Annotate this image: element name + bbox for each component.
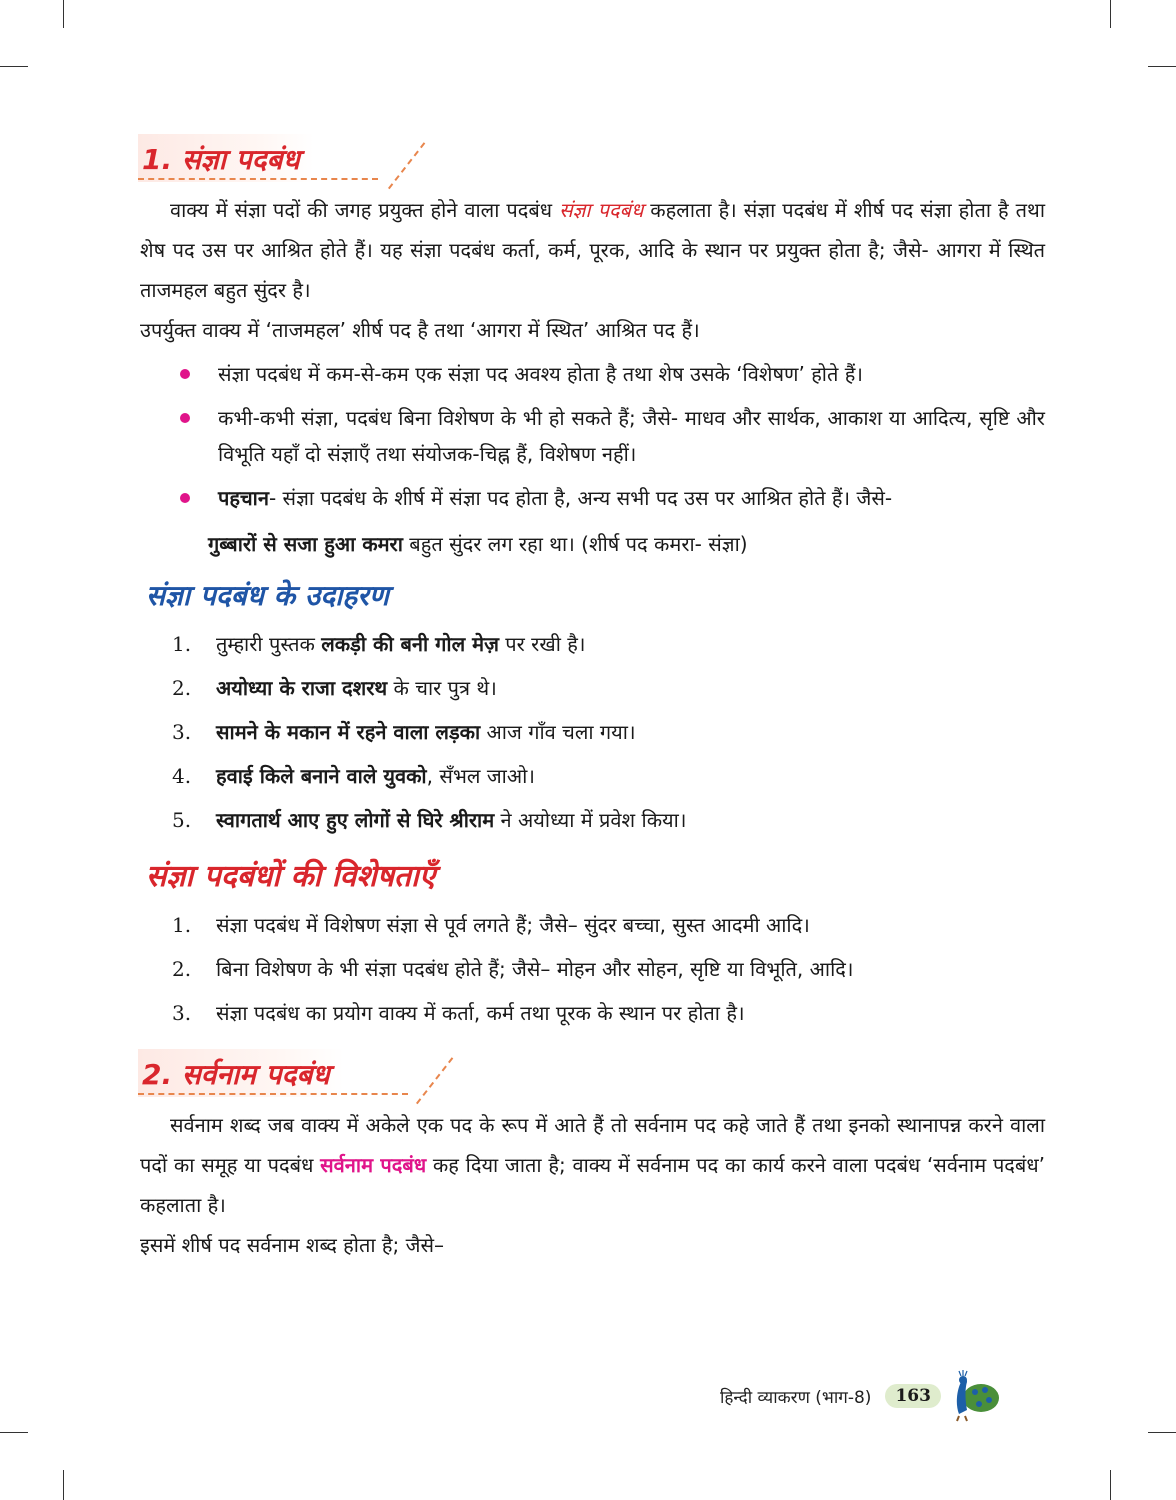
bullet-icon bbox=[180, 413, 190, 423]
features-heading: संज्ञा पदबंधों की विशेषताएँ bbox=[146, 859, 436, 894]
heading-slash bbox=[388, 142, 427, 190]
crop-mark bbox=[63, 1470, 64, 1500]
item-bold: अयोध्या के राजा दशरथ bbox=[216, 676, 388, 700]
item-number: 1. bbox=[172, 632, 192, 656]
item-number: 3. bbox=[172, 1001, 192, 1025]
peacock-icon bbox=[945, 1370, 1001, 1422]
example-bold: गुब्बारों से सजा हुआ कमरा bbox=[208, 532, 403, 556]
list-item bbox=[172, 754, 1045, 798]
item-number: 2. bbox=[172, 957, 192, 981]
book-title: हिन्दी व्याकरण (भाग-8) bbox=[720, 1387, 872, 1408]
section-title: 1. संज्ञा पदबंध bbox=[138, 134, 314, 182]
item-bold: लकड़ी की बनी गोल मेज़ bbox=[321, 632, 499, 656]
features-list bbox=[140, 903, 1045, 1035]
heading-underline bbox=[138, 1093, 408, 1095]
crop-mark bbox=[1148, 66, 1176, 67]
page-content bbox=[140, 130, 1045, 1265]
list-item bbox=[172, 903, 1045, 947]
list-item bbox=[172, 622, 1045, 666]
item-text: आज गाँव चला गया। bbox=[480, 720, 636, 744]
item-text: , सँभल जाओ। bbox=[426, 764, 535, 788]
section2-paragraph bbox=[140, 1105, 1045, 1225]
bullet-text: संज्ञा पदबंध में कम-से-कम एक संज्ञा पद अवश्य होता है तथा शेष उसके ‘विशेषण’ होते हैं। bbox=[218, 362, 863, 386]
item-bold: हवाई किले बनाने वाले युवको bbox=[216, 764, 427, 788]
item-number: 4. bbox=[172, 764, 192, 788]
list-item bbox=[172, 947, 1045, 991]
example-rest: बहुत सुंदर लग रहा था। (शीर्ष पद कमरा- संज्ञा) bbox=[402, 532, 748, 556]
examples-heading: संज्ञा पदबंध के उदाहरण bbox=[146, 579, 389, 612]
item-text: संज्ञा पदबंध में विशेषण संज्ञा से पूर्व लगते हैं; जैसे– सुंदर बच्चा, सुस्त आदमी आदि। bbox=[216, 913, 810, 937]
crop-mark bbox=[1110, 0, 1111, 28]
crop-mark bbox=[1148, 1432, 1176, 1433]
item-number: 5. bbox=[172, 808, 192, 832]
list-item bbox=[176, 480, 1045, 516]
item-text: के चार पुत्र थे। bbox=[387, 676, 497, 700]
term-highlight: सर्वनाम पदबंध bbox=[320, 1153, 427, 1177]
crop-mark bbox=[1110, 1470, 1111, 1500]
examples-list bbox=[140, 622, 1045, 842]
section-title: 2. सर्वनाम पदबंध bbox=[138, 1049, 344, 1097]
crop-mark bbox=[63, 0, 64, 28]
page-number: 163 bbox=[885, 1384, 941, 1408]
page-footer bbox=[720, 1370, 1001, 1422]
bullet-bold-term: पहचान bbox=[218, 486, 269, 510]
item-number: 3. bbox=[172, 720, 192, 744]
list-item bbox=[172, 710, 1045, 754]
intro-text: वाक्य में संज्ञा पदों की जगह प्रयुक्त होने वाला पदबंध bbox=[170, 198, 560, 222]
bullet-text: कभी-कभी संज्ञा, पदबंध बिना विशेषण के भी हो सकते हैं; जैसे- माधव और सार्थक, आकाश या आदित्य, सृष्टि और विभूति यहाँ दो संज्ञाएँ तथा संयोजक-चिह्न हैं, विशेषण नहीं। bbox=[218, 406, 1045, 466]
section2-text-continued: कह दिया जाता है; वाक्य में सर्वनाम पद का कार्य करने वाला पदबंध ‘सर्वनाम पदबंध’ कहलाता है। bbox=[140, 1153, 1046, 1217]
bullet-list bbox=[140, 356, 1045, 516]
intro-paragraph-2: उपर्युक्त वाक्य में ‘ताजमहल’ शीर्ष पद है तथा ‘आगरा में स्थित’ आश्रित पद हैं। bbox=[140, 318, 700, 342]
heading-slash bbox=[416, 1057, 455, 1105]
heading-underline bbox=[138, 178, 378, 180]
item-number: 1. bbox=[172, 913, 192, 937]
section-heading-sarvanam-padbandh bbox=[138, 1045, 1045, 1101]
list-item bbox=[172, 798, 1045, 842]
bullet-icon bbox=[180, 493, 190, 503]
list-item bbox=[172, 991, 1045, 1035]
crop-mark bbox=[0, 1432, 28, 1433]
bullet-text: - संज्ञा पदबंध के शीर्ष में संज्ञा पद होता है, अन्य सभी पद उस पर आश्रित होते हैं। जैसे- bbox=[268, 486, 893, 510]
item-text: पर रखी है। bbox=[498, 632, 586, 656]
list-item bbox=[176, 400, 1045, 472]
section2-text: सर्वनाम शब्द जब वाक्य में अकेले एक पद के रूप में आते हैं तो सर्वनाम पद कहे जाते हैं तथा इनको स्थानापन्न करने वाला पदों का समूह या पदबंध bbox=[140, 1113, 1045, 1177]
section2-paragraph-2: इसमें शीर्ष पद सर्वनाम शब्द होता है; जैसे– bbox=[140, 1233, 444, 1257]
item-text: बिना विशेषण के भी संज्ञा पदबंध होते हैं; जैसे– मोहन और सोहन, सृष्टि या विभूति, आदि। bbox=[216, 957, 854, 981]
item-text: संज्ञा पदबंध का प्रयोग वाक्य में कर्ता, कर्म तथा पूरक के स्थान पर होता है। bbox=[216, 1001, 745, 1025]
item-text: ने अयोध्या में प्रवेश किया। bbox=[494, 808, 687, 832]
section-heading-sangya-padbandh bbox=[138, 130, 1045, 186]
list-item bbox=[176, 356, 1045, 392]
intro-text-continued: कहलाता है। संज्ञा पदबंध में शीर्ष पद संज्ञा होता है तथा शेष पद उस पर आश्रित होते हैं। यह संज्ञा पदबंध कर्ता, कर्म, पूरक, आदि के स्थान पर प्रयुक्त होता है; जैसे- आगरा में स्थित ताजमहल बहुत सुंदर है। bbox=[140, 198, 1045, 302]
item-number: 2. bbox=[172, 676, 192, 700]
item-text: तुम्हारी पुस्तक bbox=[216, 632, 322, 656]
list-item bbox=[172, 666, 1045, 710]
intro-paragraph bbox=[140, 190, 1045, 310]
item-bold: स्वागतार्थ आए हुए लोगों से घिरे श्रीराम bbox=[216, 808, 495, 832]
bullet-icon bbox=[180, 369, 190, 379]
term-highlight: संज्ञा पदबंध bbox=[559, 198, 644, 222]
item-bold: सामने के मकान में रहने वाला लड़का bbox=[216, 720, 481, 744]
crop-mark bbox=[0, 66, 28, 67]
example-sentence bbox=[140, 524, 1045, 564]
